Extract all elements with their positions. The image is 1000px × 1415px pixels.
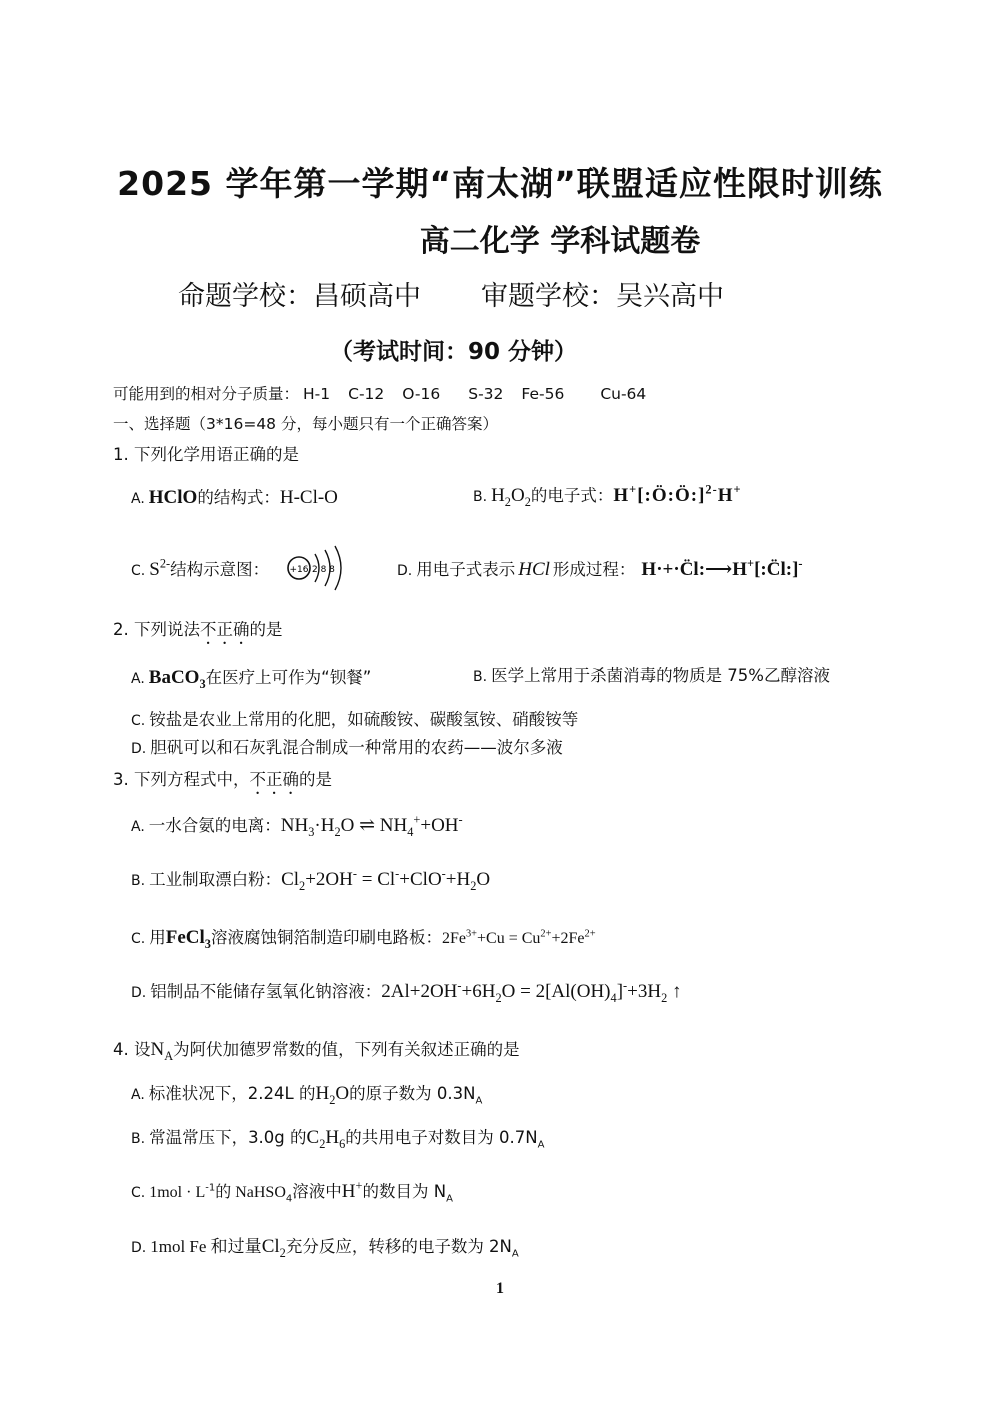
mass-fe: Fe-56	[521, 385, 565, 403]
option-text-2: 充分反应，转移的电子数为 2N	[285, 1237, 512, 1256]
q3-option-d[interactable]	[131, 978, 682, 1006]
option-text: 1mol Fe 和过量	[150, 1237, 262, 1256]
setter-school: 命题学校：昌硕高中	[178, 281, 421, 312]
mass-o: O-16	[402, 385, 441, 403]
option-label: A.	[131, 491, 145, 507]
option-text-2: 的 NaHSO	[215, 1184, 286, 1201]
option-label: A.	[131, 671, 145, 687]
option-text: 1mol · L	[149, 1184, 206, 1201]
option-label: D.	[397, 563, 413, 579]
section-heading: 一、选择题（3*16=48 分，每小题只有一个正确答案）	[113, 415, 498, 433]
stem-text-2: 为阿伏加德罗常数的值，下列有关叙述正确的是	[173, 1040, 520, 1059]
option-label: C.	[131, 563, 146, 579]
option-label: D.	[131, 1240, 147, 1256]
option-label: B.	[473, 489, 488, 505]
exam-subtitle: 高二化学 学科试题卷	[419, 224, 701, 259]
option-text: 用电子式表示	[416, 560, 516, 579]
exam-title: 2025 学年第一学期“南太湖”联盟适应性限时训练	[117, 164, 883, 203]
option-label: D.	[131, 985, 147, 1001]
question-3-stem	[113, 766, 332, 798]
question-1-stem: 1. 下列化学用语正确的是	[113, 445, 299, 464]
option-text: 常温常压下，3.0g 的	[149, 1128, 307, 1147]
q1-option-b[interactable]	[473, 482, 742, 510]
q2-option-d[interactable]	[131, 734, 563, 758]
option-text-2: 溶液腐蚀铜箔制造印刷电路板：	[210, 928, 442, 947]
option-text-4: 的数目为 N	[362, 1182, 447, 1201]
formula: $C_2H_6$	[306, 1127, 346, 1151]
avogadro-symbol: $N_A$	[150, 1039, 174, 1063]
q3-option-a[interactable]	[131, 812, 463, 840]
stem-text: 4. 设	[113, 1040, 151, 1059]
option-text: 铵盐是农业上常用的化肥，如硫酸铵、碳酸氢铵、硝酸铵等	[149, 710, 579, 729]
formula: $H_2O_2$	[491, 485, 531, 509]
q1-option-d[interactable]	[397, 556, 803, 581]
nucleus-charge: +16	[289, 565, 309, 575]
q2-option-a[interactable]	[131, 664, 371, 692]
option-label: D.	[131, 741, 147, 757]
q4-option-b[interactable]: B. 常温常压下，3.0g 的$C_2H_6$的共用电子对数目为 $0.7N_A$	[131, 1127, 545, 1151]
formula: $Cl_2$	[261, 1236, 286, 1260]
shell-arc-3	[335, 546, 341, 590]
option-label: B.	[131, 1131, 146, 1147]
option-text: 医学上常用于杀菌消毒的物质是 75%乙醇溶液	[491, 666, 830, 685]
emphasis-text: 不正确	[200, 620, 250, 639]
q4-option-c[interactable]: C. $1mol \cdot L^{-1}$的 NaHSO$_4$溶液中H+的数目为 $N_A$	[131, 1178, 453, 1205]
q4-option-a[interactable]: A. 标准状况下，2.24L 的$H_2O$的原子数为 $0.3N_A$	[131, 1083, 483, 1107]
option-label: C.	[131, 1185, 146, 1201]
formula: HCl	[518, 559, 550, 580]
school-info	[178, 274, 724, 313]
electron-formula: H+[:Ö:Ö:]$^{2-}$H+	[613, 482, 742, 506]
question-2-stem	[113, 616, 283, 648]
option-text-3: 溶液中	[292, 1182, 342, 1201]
structure-formula: H-Cl-O	[279, 487, 338, 508]
mass-c: C-12	[348, 385, 385, 403]
formula: BaCO$_3$	[148, 667, 206, 691]
option-text: 结构示意图：	[170, 560, 270, 579]
equation: $Cl_2+2OH^- = Cl^-+ClO^-+H_2O$	[281, 866, 491, 893]
stem-text: 2. 下列说法	[113, 620, 200, 639]
q2-option-b[interactable]	[473, 662, 830, 686]
option-label: A.	[131, 1087, 145, 1103]
option-label: C.	[131, 713, 146, 729]
proton-symbol: H+	[341, 1178, 363, 1202]
formula: HClO	[148, 487, 198, 508]
option-text: 胆矾可以和石灰乳混合制成一种常用的农药——波尔多液	[150, 738, 563, 757]
mass-s: S-32	[468, 385, 504, 403]
equation: $2Al+2OH^-+6H_2O = 2[Al(OH)_4]^-+3H_2$ ↑	[381, 978, 682, 1005]
sulfur-ion-diagram	[285, 544, 355, 592]
option-text: 标准状况下，2.24L 的	[148, 1084, 316, 1103]
mass-h: H-1	[303, 385, 331, 403]
ion-formula: $S^{2-}$	[149, 556, 171, 580]
option-text: 用	[149, 928, 166, 947]
option-text: 在医疗上可作为“钡餐”	[205, 668, 372, 687]
option-label: A.	[131, 819, 145, 835]
formation-process: H·+·C̈l:⟶H+[:C̈l:]-	[641, 556, 803, 580]
equation: $2Fe^{3+}+Cu = Cu^{2+}+2Fe^{2+}$	[441, 928, 596, 947]
emphasis-text: 不正确	[249, 770, 299, 789]
exam-time: （考试时间：90 分钟）	[330, 339, 578, 365]
q1-option-c[interactable]	[131, 556, 269, 581]
shell-electrons: 2 8 8	[312, 565, 335, 575]
formula: FeCl$_3$	[165, 927, 211, 951]
question-4-stem	[113, 1036, 520, 1064]
q1-option-a[interactable]	[131, 484, 338, 509]
q4-option-d[interactable]: D. 1mol Fe 和过量$Cl_2$充分反应，转移的电子数为 $2N_A$	[131, 1236, 519, 1260]
option-text-2: 的原子数为 0.3N	[349, 1084, 476, 1103]
option-text: 的结构式：	[197, 488, 280, 507]
equation: $NH_3\cdot H_2O$ ⇌ $NH_4^++OH^-$	[280, 812, 463, 839]
page-number: 1	[496, 1280, 504, 1297]
option-text: 铝制品不能储存氢氧化钠溶液：	[150, 982, 382, 1001]
stem-text-2: 的是	[299, 770, 332, 789]
atomic-masses-label: 可能用到的相对分子质量：	[113, 385, 300, 403]
q3-option-c[interactable]	[131, 924, 596, 952]
q2-option-c[interactable]	[131, 706, 578, 730]
option-text-2: 的共用电子对数目为 0.7N	[345, 1128, 538, 1147]
option-text: 的电子式：	[530, 486, 614, 505]
formula: $H_2O$	[315, 1083, 350, 1107]
option-text: 一水合氨的电离：	[148, 816, 281, 835]
option-label: B.	[473, 669, 488, 685]
option-label: B.	[131, 873, 146, 889]
q3-option-b[interactable]	[131, 866, 490, 894]
reviewer-school: 审题学校：吴兴高中	[481, 281, 724, 312]
option-label: C.	[131, 931, 146, 947]
option-text: 工业制取漂白粉：	[149, 870, 282, 889]
stem-text: 3. 下列方程式中，	[113, 770, 250, 789]
mass-cu: Cu-64	[600, 385, 647, 403]
atomic-masses	[113, 382, 664, 404]
stem-text-2: 的是	[249, 620, 283, 639]
option-text-2: 形成过程：	[552, 560, 636, 579]
